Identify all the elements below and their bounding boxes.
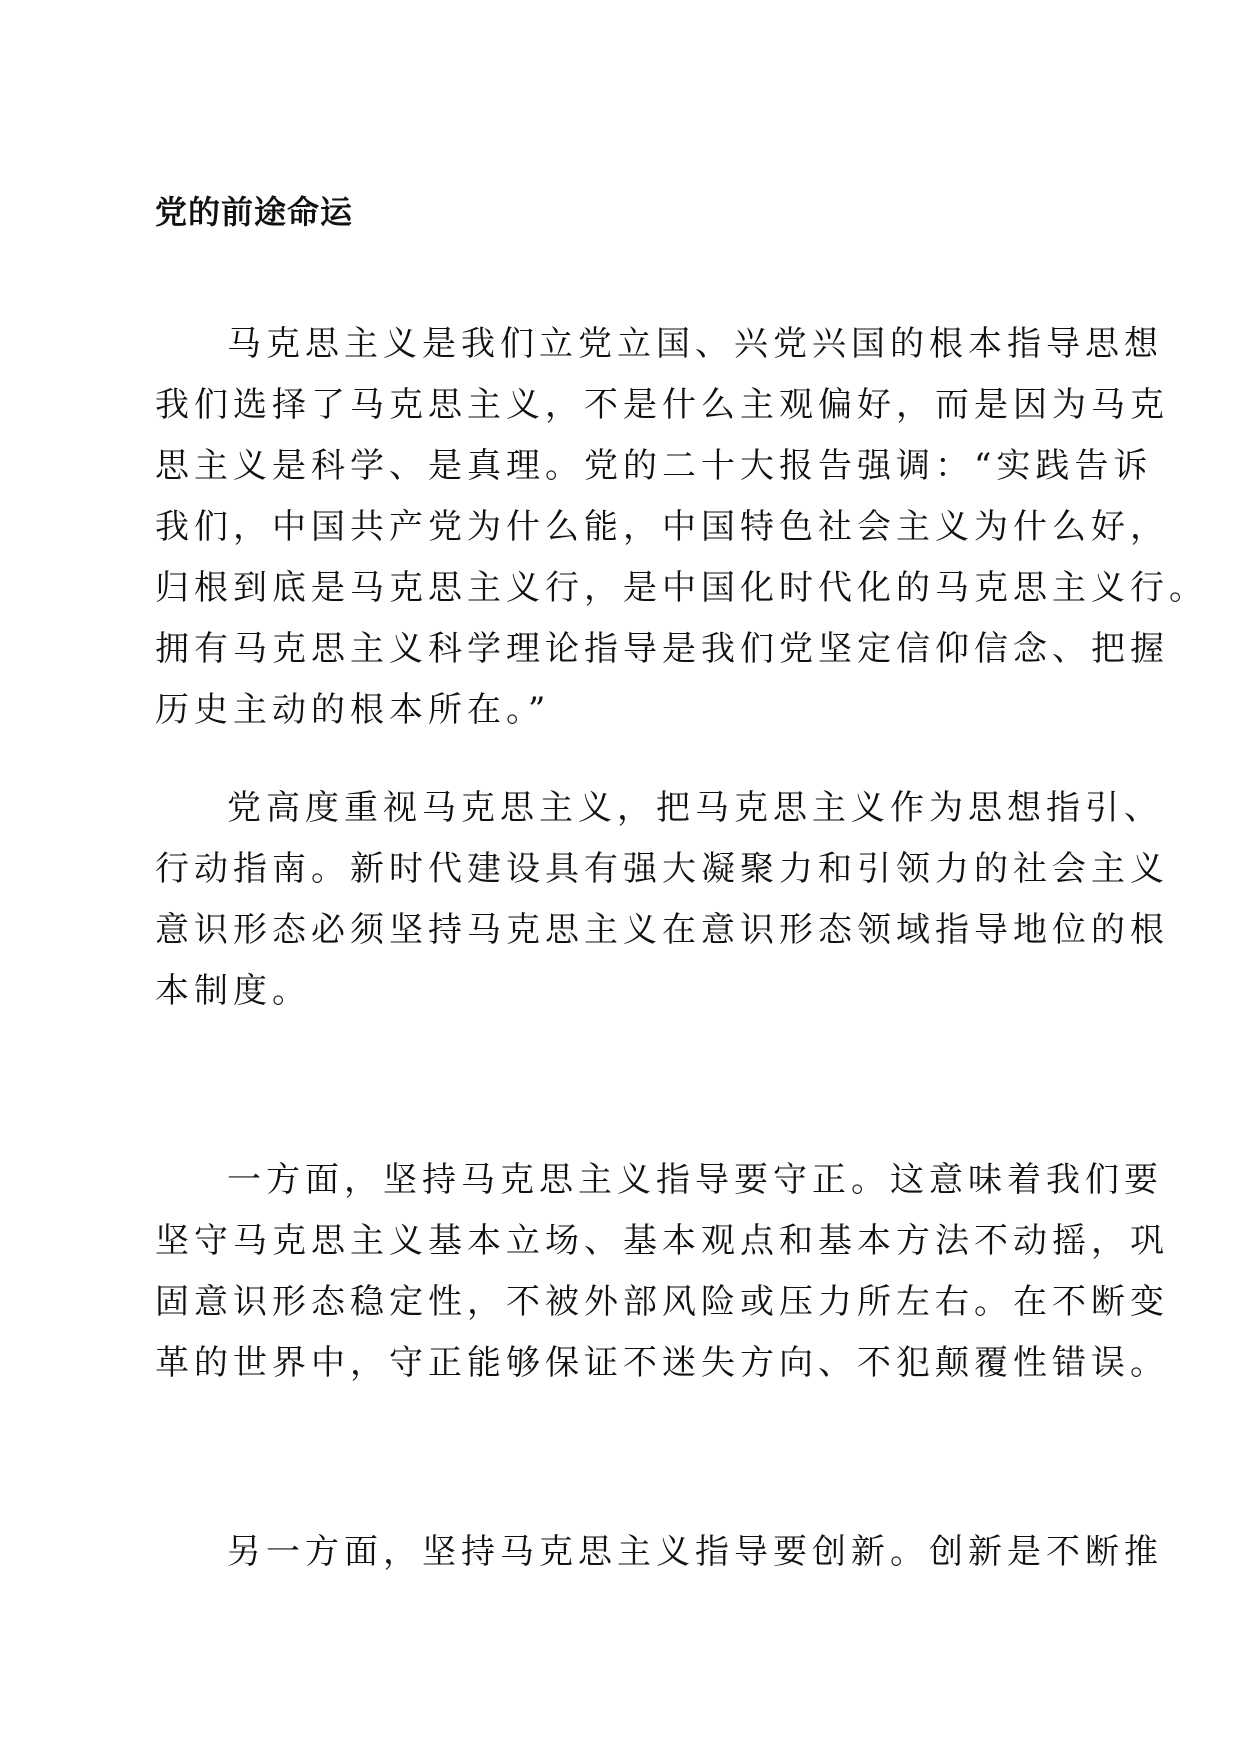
section-heading: 党的前途命运 [155,193,354,231]
paragraph-line: 思主义是科学、是真理。党的二十大报告强调：“实践告诉 [155,446,1153,486]
paragraph-line: 归根到底是马克思主义行，是中国化时代化的马克思主义行。 [155,568,1208,608]
paragraph-2 [155,778,1169,1022]
paragraph-line: 马克思主义是我们立党立国、兴党兴国的根本指导思想 [227,324,1163,364]
paragraph-line: 党高度重视马克思主义，把马克思主义作为思想指引、 [227,788,1163,828]
paragraph-line: 我们，中国共产党为什么能，中国特色社会主义为什么好， [155,507,1169,547]
paragraph-line: 固意识形态稳定性，不被外部风险或压力所左右。在不断变 [155,1282,1169,1322]
paragraph-line: 我们选择了马克思主义，不是什么主观偏好，而是因为马克 [155,385,1169,425]
paragraph-line: 意识形态必须坚持马克思主义在意识形态领域指导地位的根 [155,910,1169,950]
paragraph-line: 一方面，坚持马克思主义指导要守正。这意味着我们要 [227,1160,1163,1200]
paragraph-line: 坚守马克思主义基本立场、基本观点和基本方法不动摇，巩 [155,1221,1169,1261]
paragraph-line: 革的世界中，守正能够保证不迷失方向、不犯颠覆性错误。 [155,1343,1169,1383]
paragraph-3 [155,1150,1169,1394]
paragraph-line: 历史主动的根本所在。” [155,690,551,730]
paragraph-1 [155,314,1208,741]
paragraph-line: 另一方面，坚持马克思主义指导要创新。创新是不断推 [227,1532,1163,1572]
paragraph-4 [155,1522,1163,1583]
paragraph-line: 行动指南。新时代建设具有强大凝聚力和引领力的社会主义 [155,849,1169,889]
paragraph-line: 本制度。 [155,971,311,1011]
paragraph-line: 拥有马克思主义科学理论指导是我们党坚定信仰信念、把握 [155,629,1169,669]
